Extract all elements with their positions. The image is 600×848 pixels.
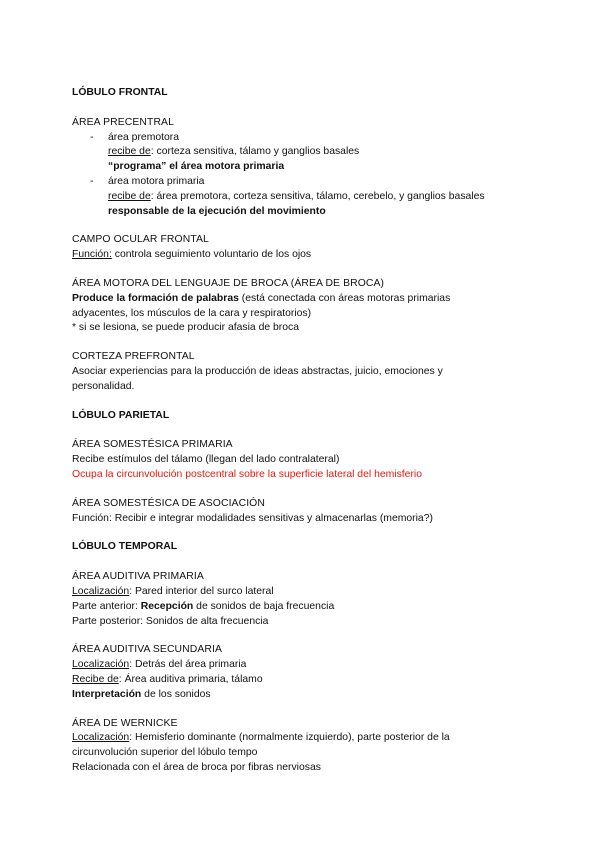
list-item-premotora [72, 131, 532, 175]
funcion-label: Función: [72, 249, 112, 261]
recibe-label: Recibe de [72, 673, 119, 685]
auditiva-primaria-posterior: Parte posterior: Sonidos de alta frecuencia [72, 615, 269, 627]
heading-wernicke: ÁREA DE WERNICKE [72, 717, 178, 729]
heading-auditiva-primaria: ÁREA AUDITIVA PRIMARIA [72, 571, 204, 583]
item-name: área motora primaria [108, 175, 205, 187]
prefrontal-line1: Asociar experiencias para la producción de ideas abstractas, juicio, emociones y [72, 365, 443, 377]
auditiva-secundaria-recibe [72, 673, 532, 688]
localizacion-label: Localización [72, 585, 130, 597]
anterior-bold: Recepción [140, 600, 194, 612]
anterior-rest: de sonidos de baja frecuencia [193, 600, 335, 612]
recibe-label: recibe de [108, 146, 151, 158]
broca-line2: adyacentes, los músculos de la cara y respiratorios) [72, 307, 312, 319]
somestesica-line1: Recibe estímulos del tálamo (llegan del lado contralateral) [72, 454, 340, 466]
broca-line3: * si se lesiona, se puede producir afasia de broca [72, 322, 300, 334]
broca-line1 [72, 292, 532, 307]
auditiva-secundaria-localizacion [72, 658, 532, 673]
list-item-motora-primaria [72, 175, 532, 219]
heading-somestesica-asociacion: ÁREA SOMESTÉSICA DE ASOCIACIÓN [72, 497, 265, 509]
localizacion-text: : Hemisferio dominante (normalmente izquierdo), parte posterior de la [129, 732, 450, 744]
item-recibe-line [108, 190, 532, 205]
wernicke-localizacion [72, 731, 532, 746]
broca-bold: Produce la formación de palabras [72, 292, 239, 304]
wernicke-line2: circunvolución superior del lóbulo tempo [72, 747, 258, 759]
auditiva-primaria-anterior [72, 600, 532, 615]
recibe-text: : Área auditiva primaria, tálamo [118, 673, 263, 685]
item-name: área premotora [108, 131, 180, 143]
recibe-label: recibe de [108, 190, 151, 202]
localizacion-label: Localización [72, 659, 130, 671]
item-recibe-line [108, 145, 532, 160]
heading-broca: ÁREA MOTORA DEL LENGUAJE DE BROCA (ÁREA DE BROCA) [72, 277, 385, 289]
interpretacion-rest: de los sonidos [141, 688, 211, 700]
heading-prefrontal: CORTEZA PREFRONTAL [72, 351, 195, 363]
interpretacion-bold: Interpretación [72, 688, 142, 700]
funcion-text: controla seguimiento voluntario de los ojos [111, 249, 312, 261]
wernicke-line3: Relacionada con el área de broca por fibras nerviosas [72, 761, 321, 773]
localizacion-text: : Detrás del área primaria [129, 659, 247, 671]
heading-area-precentral: ÁREA PRECENTRAL [72, 116, 174, 128]
item-bold-line: responsable de la ejecución del movimiento [108, 205, 326, 217]
localizacion-label: Localización [72, 732, 130, 744]
anterior-start: Parte anterior: [72, 600, 141, 612]
asociacion-line1: Función: Recibir e integrar modalidades sensitivas y almacenarlas (memoria?) [72, 512, 433, 524]
list-dash: - [90, 175, 94, 187]
heading-auditiva-secundaria: ÁREA AUDITIVA SECUNDARIA [72, 644, 223, 656]
prefrontal-line2: personalidad. [72, 380, 135, 392]
section-title-parietal: LÓBULO PARIETAL [72, 409, 170, 421]
heading-somestesica-primaria: ÁREA SOMESTÉSICA PRIMARIA [72, 439, 233, 451]
document-page [72, 86, 532, 776]
item-bold-line: “programa” el área motora primaria [108, 161, 285, 173]
section-title-frontal: LÓBULO FRONTAL [72, 87, 168, 98]
auditiva-primaria-localizacion [72, 585, 532, 600]
list-dash: - [90, 131, 94, 143]
recibe-text: : área premotora, corteza sensitiva, tálamo, cerebelo, y ganglios basales [150, 190, 485, 202]
somestesica-line2-red: Ocupa la circunvolución postcentral sobre la superficie lateral del hemisferio [72, 468, 422, 480]
recibe-text: : corteza sensitiva, tálamo y ganglios basales [150, 146, 360, 158]
heading-campo-ocular: CAMPO OCULAR FRONTAL [72, 234, 209, 246]
auditiva-secundaria-interpretacion [72, 688, 532, 703]
localizacion-text: : Pared interior del surco lateral [129, 585, 274, 597]
section-title-temporal: LÓBULO TEMPORAL [72, 541, 178, 553]
campo-ocular-funcion [72, 248, 532, 263]
broca-line1-rest: (está conectada con áreas motoras primarias [238, 292, 451, 304]
